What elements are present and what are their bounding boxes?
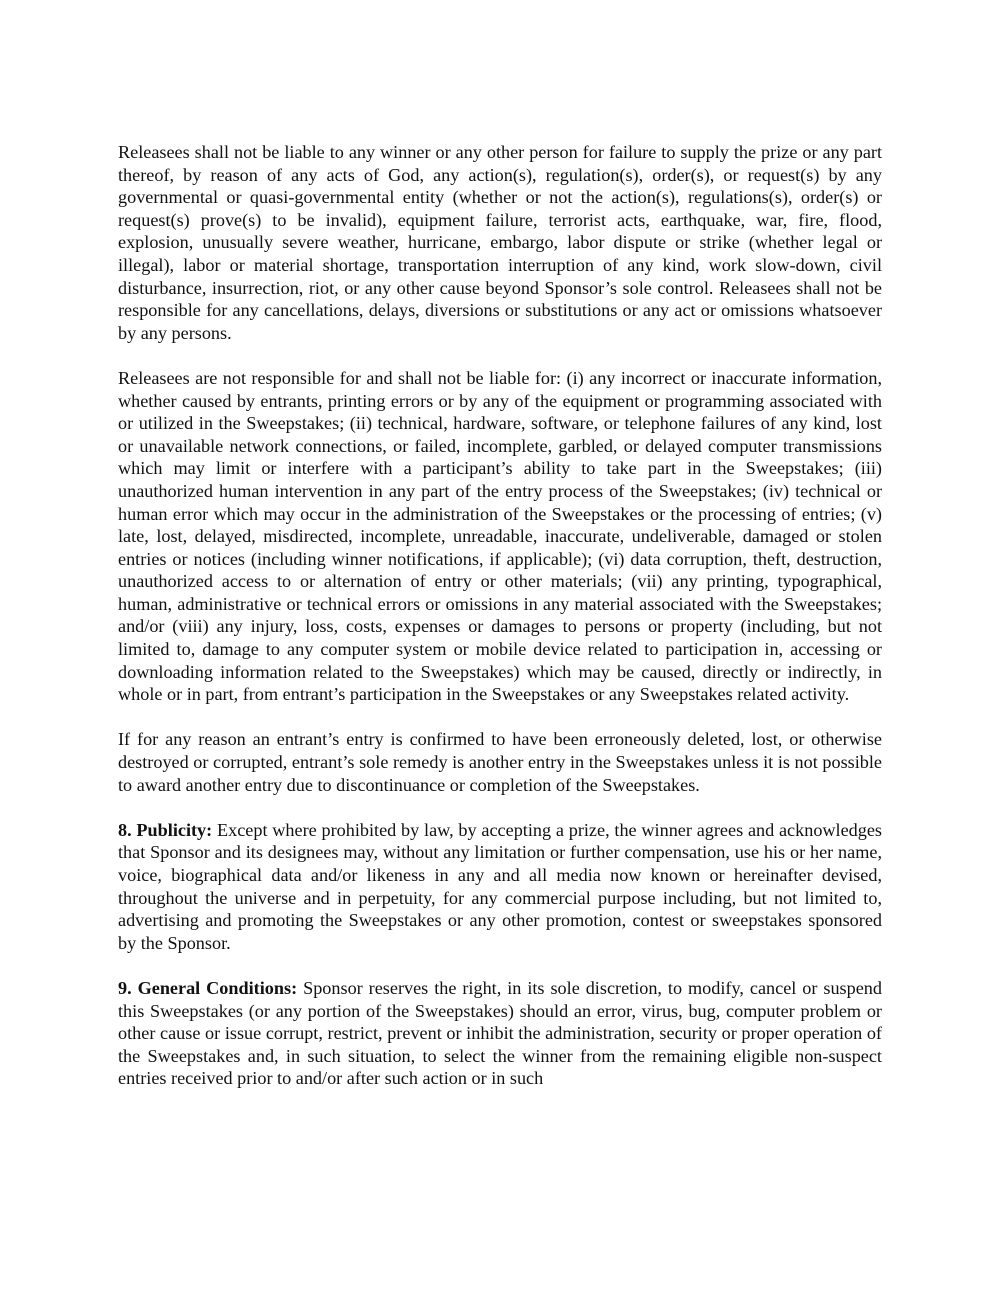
paragraph-entry-remedy bbox=[118, 728, 882, 796]
paragraph-text: Except where prohibited by law, by accepting a prize, the winner agrees and acknowledges that Sponsor and its designees may, without any limitation or further compensation, use his or her name, voice, biographical data and/or likeness in any and all media now known or hereinafter devised, throughout the universe and in perpetuity, for any commercial purpose including, but not limited to, advertising and promoting the Sweepstakes or any other promotion, contest or sweepstakes sponsored by the Sponsor. bbox=[118, 819, 883, 953]
document-body bbox=[118, 141, 882, 1113]
paragraph-text: If for any reason an entrant’s entry is confirmed to have been erroneously deleted, lost, or otherwise destroyed or corrupted, entrant’s sole remedy is another entry in the Sweepstakes unless it is not possible to award another entry due to discontinuance or completion of the Sweepstakes. bbox=[118, 729, 882, 795]
paragraph-force-majeure bbox=[118, 141, 882, 344]
section-heading: 8. Publicity: bbox=[118, 819, 213, 840]
paragraph-text: Sponsor reserves the right, in its sole discretion, to modify, cancel or suspend this Sweepstakes (or any portion of the Sweepstakes) should an error, virus, bug, computer problem or other cause or issue corrupt, restrict, prevent or inhibit the administration, security or proper operation of the Sweepstakes and, in such situation, to select the winner from the remaining eligible non-suspect entries received prior to and/or after such action or in such bbox=[118, 977, 882, 1089]
paragraph-text: Releasees are not responsible for and shall not be liable for: (i) any incorrect or inaccurate information, whether caused by entrants, printing errors or by any of the equipment or programming associated with or utilized in the Sweepstakes; (ii) technical, hardware, software, or telephone failures of any kind, lost or unavailable network connections, or failed, incomplete, garbled, or delayed computer transmissions which may limit or interfere with a participant’s ability to take part in the Sweepstakes; (iii) unauthorized human intervention in any part of the entry process of the Sweepstakes; (iv) technical or human error which may occur in the administration of the Sweepstakes or the processing of entries; (v) late, lost, delayed, misdirected, incomplete, unreadable, inaccurate, undeliverable, damaged or stolen entries or notices (including winner notifications, if applicable); (vi) data corruption, theft, destruction, unauthorized access to or alternation of entry or other materials; (vii) any printing, typographical, human, administrative or technical errors or omissions in any material associated with the Sweepstakes; and/or (viii) any injury, loss, costs, expenses or damages to persons or property (including, but not limited to, damage to any computer system or mobile device related to participation in, accessing or downloading information related to the Sweepstakes) which may be caused, directly or indirectly, in whole or in part, from entrant’s participation in the Sweepstakes or any Sweepstakes related activity. bbox=[118, 367, 882, 705]
section-general-conditions bbox=[118, 977, 882, 1090]
paragraph-liability-exclusions bbox=[118, 367, 882, 706]
section-heading: 9. General Conditions: bbox=[118, 977, 298, 998]
paragraph-text: Releasees shall not be liable to any winner or any other person for failure to supply the prize or any part thereof, by reason of any acts of God, any action(s), regulation(s), order(s), or request(s) by any governmental or quasi-governmental entity (whether or not the action(s), regulations(s), order(s) or request(s) prove(s) to be invalid), equipment failure, terrorist acts, earthquake, war, fire, flood, explosion, unusually severe weather, hurricane, embargo, labor dispute or strike (whether legal or illegal), labor or material shortage, transportation interruption of any kind, work slow-down, civil disturbance, insurrection, riot, or any other cause beyond Sponsor’s sole control. Releasees shall not be responsible for any cancellations, delays, diversions or substitutions or any act or omissions whatsoever by any persons. bbox=[118, 142, 882, 343]
section-publicity bbox=[118, 819, 882, 955]
